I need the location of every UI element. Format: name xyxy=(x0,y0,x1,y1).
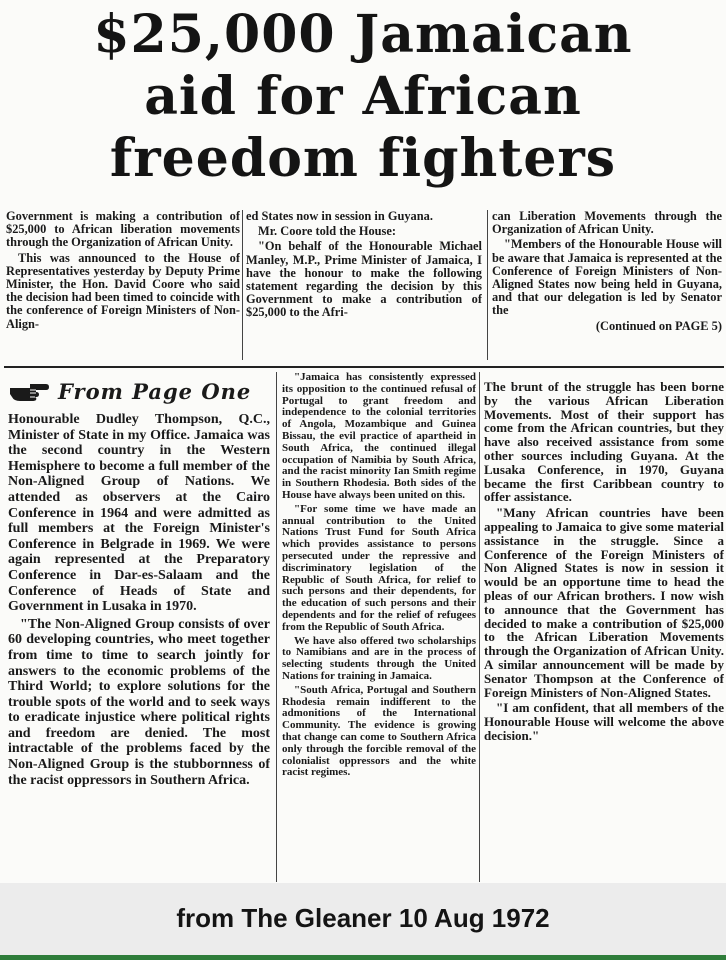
top-column-1 xyxy=(6,210,240,360)
column-divider xyxy=(242,210,243,360)
from-page-heading xyxy=(8,376,270,406)
pointing-hand-icon xyxy=(8,380,50,402)
paragraph: Government is making a contribution of $25,000 to African liberation movements through the Organization of African Unity. xyxy=(6,210,240,250)
paragraph: We have also offered two scholarships to Namibians and are in the process of selecting students through the United Nations for training in Jamaica. xyxy=(282,634,476,682)
paragraph: Honourable Dudley Thompson, Q.C., Minister of State in my Office. Jamaica was the second country in the Western Hemisphere to become a full member of the Non-Aligned Group of Nations. We attended as observers at the Cairo Conference in 1964 and were admitted as full members at the Foreign Minister's Conference in Belgrade in 1969. We were again represented at the Preparatory Conference in Dar-es-Salaam and the Conference of Heads of State and Government in Lusaka in 1970. xyxy=(8,412,270,615)
from-page-label: From Page One xyxy=(58,378,252,404)
column-divider xyxy=(276,372,277,882)
paragraph: "I am confident, that all members of the Honourable House will welcome the above decision." xyxy=(484,700,724,743)
column-divider xyxy=(487,210,488,360)
bottom-column-2 xyxy=(282,372,476,882)
paragraph: Mr. Coore told the House: xyxy=(258,224,397,239)
paragraph: "On behalf of the Honourable Michael Manley, M.P., Prime Minister of Jamaica, I have the honour to make the following statement regarding the decision by this Government to make a contribution of $25,000 to the Afri- xyxy=(246,239,482,320)
bottom-column-3 xyxy=(484,380,724,882)
headline: $25,000 Jamaican aid for African freedom fighters xyxy=(93,4,633,189)
paragraph: ed States now in session in Guyana. xyxy=(246,210,433,223)
paragraph: This was announced to the House of Representatives yesterday by Deputy Prime Minister, the Hon. David Coore who said the decision had been timed to coincide with the conference of Foreign Ministers of Non-Align- xyxy=(6,250,240,331)
paragraph: "The Non-Aligned Group consists of over 60 developing countries, who meet together from time to time to search jointly for answers to the economic problems of the Third World; to explore solutions for the trouble spots of the world and to seek ways to eradicate injustice where political rights and freedom are denied. The most intractable of the problems faced by the Non-Aligned Group is the stubbornness of the racist oppressors in Southern Africa. xyxy=(8,616,270,788)
column-divider xyxy=(479,372,480,882)
bottom-column-1 xyxy=(8,412,270,882)
paragraph: "For some time we have made an annual contribution to the United Nations Trust Fund for South Africa which provides assistance to persons persecuted under the repressive and discriminatory legislation of the Republic of South Africa, for relief to such persons and their dependents, for the education of such persons and their dependents and for the relief of refugees from the Republic of South Africa. xyxy=(282,502,476,633)
paragraph: The brunt of the struggle has been borne by the various African Liberation Movements. Most of their support has come from the African countries, but they have also received assistance from some other sources including Guyana. At the Lusaka Conference, in 1970, Guyana became the first Caribbean country to offer assistance. xyxy=(484,380,724,505)
paragraph: can Liberation Movements through the Organization of African Unity. xyxy=(492,210,722,237)
top-column-2 xyxy=(246,210,482,360)
top-column-3 xyxy=(492,210,722,360)
source-caption: from The Gleaner 10 Aug 1972 xyxy=(176,903,550,933)
bottom-edge xyxy=(0,955,726,960)
paragraph: "Members of the Honourable House will be aware that Jamaica is represented at the Conference of Foreign Ministers of Non-Aligned States now being held in Guyana, and that our delegation is led by Senator the xyxy=(492,237,722,318)
section-divider xyxy=(4,366,724,368)
paragraph: "Many African countries have been appealing to Jamaica to give some material assistance in the struggle. Since a Conference of the Foreign Ministers of Non Aligned States is now in session it would be an opportune time to head the pleas of our African brothers. I now wish to announce that the Government has decided to make a contribution of $25,000 to the African Liberation Movements through the Organization of African Unity. A similar announcement will be made by Senator Thompson at the Conference of Foreign Ministers of Non-Aligned States. xyxy=(484,505,724,700)
continued-note: (Continued on PAGE 5) xyxy=(595,318,722,333)
paragraph: "Jamaica has consistently expressed its opposition to the continued refusal of Portugal to grant freedom and independence to the colonial territories of Angola, Mozambique and Guinea Bissau, the evil practice of apartheid in South Africa, the continued illegal occupation of Namibia by South Africa, and the racist minority Ian Smith regime in Southern Rhodesia. Both sides of the House have always been united on this. xyxy=(282,372,476,501)
paragraph: "South Africa, Portugal and Southern Rhodesia remain indifferent to the admonitions of the International Community. The evidence is growing that change can come to Southern Africa only through the forcible removal of the colonialist oppressors and the white racist regimes. xyxy=(282,683,476,779)
